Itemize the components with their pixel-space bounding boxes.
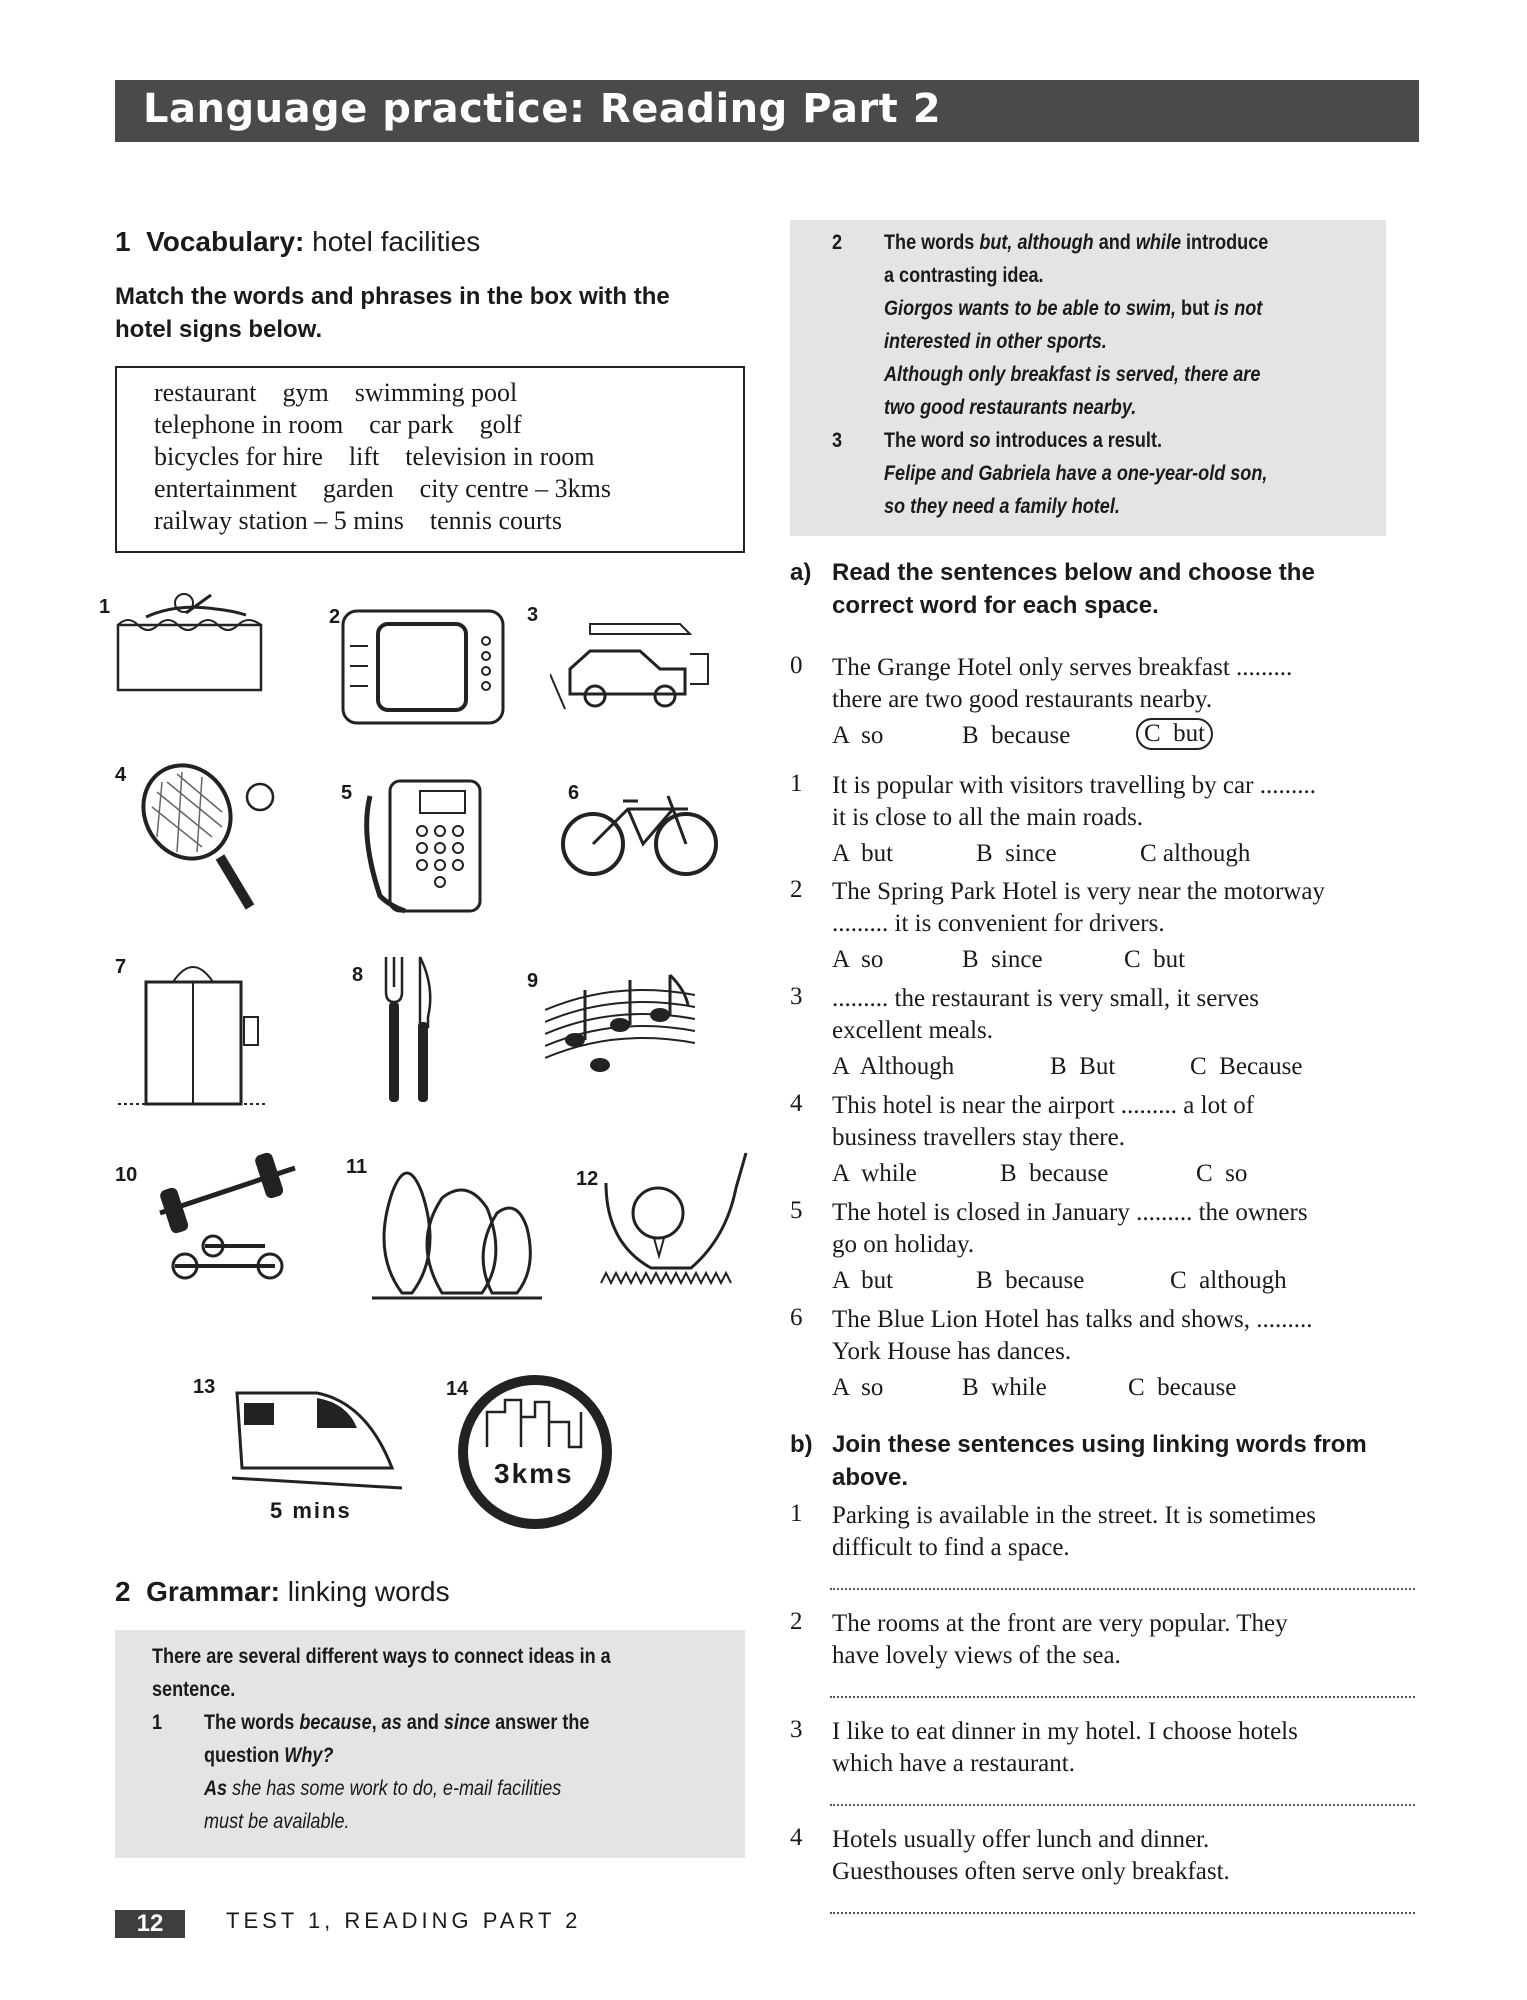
answer-option: C but — [1124, 946, 1186, 973]
note1-comma: , — [371, 1711, 382, 1734]
part-a-label: a) — [790, 559, 812, 586]
question-line: ......... the restaurant is very small, it serves — [832, 985, 1259, 1012]
page-title: Language practice: Reading Part 2 — [143, 86, 942, 132]
answer-option: B But — [1050, 1053, 1116, 1080]
question-number: 3 — [790, 983, 803, 1010]
picture-number: 8 — [352, 964, 364, 986]
picture-number: 2 — [329, 606, 341, 628]
word-box-line: restaurant gym swimming pool — [154, 378, 518, 407]
question-number: 0 — [790, 652, 803, 679]
word-box-line: entertainment garden city centre – 3kms — [154, 474, 612, 503]
section2-heading-bold: Grammar: — [146, 1576, 280, 1607]
item-line: have lovely views of the sea. — [832, 1642, 1121, 1669]
picture-number: 9 — [527, 970, 539, 992]
city-caption: 3kms — [494, 1458, 574, 1489]
section-banner — [115, 80, 1419, 142]
item-number: 3 — [790, 1716, 803, 1743]
note1-as: as — [381, 1711, 402, 1734]
footer-text: TEST 1, READING PART 2 — [226, 1908, 582, 1933]
note2-example2: only breakfast is served, there are — [963, 363, 1261, 386]
answer-line[interactable] — [830, 1802, 1415, 1806]
picture-number: 6 — [568, 782, 580, 804]
picture-number: 11 — [346, 1156, 368, 1178]
lift-icon — [118, 952, 268, 1112]
question-line: go on holiday. — [832, 1231, 975, 1258]
note3-example-end: they need a family hotel. — [905, 495, 1120, 518]
note2-and: and — [1093, 231, 1136, 254]
answer-option: C although — [1140, 840, 1251, 867]
note3-example: Felipe and Gabriela have a one-year-old son, — [884, 462, 1268, 485]
part-b-label: b) — [790, 1431, 813, 1458]
part-b-instruction-line2: above. — [832, 1464, 909, 1491]
picture-number: 14 — [446, 1378, 469, 1400]
item-number: 4 — [790, 1824, 803, 1851]
note1-example-as: As — [204, 1777, 228, 1800]
note3-example-so: so — [884, 495, 906, 518]
question-line: there are two good restaurants nearby. — [832, 686, 1213, 713]
section1-number: 1 — [115, 226, 131, 257]
city-icon — [455, 1372, 615, 1532]
note2-text: The words — [884, 231, 980, 254]
example-answer-circled: C but — [1136, 718, 1213, 750]
section1-heading — [115, 226, 480, 258]
section1-instruction-line1: Match the words and phrases in the box with the — [115, 283, 670, 310]
question-line: This hotel is near the airport ......... a lot of — [832, 1092, 1255, 1119]
note2-example2-although: Although — [884, 363, 964, 386]
note-intro-line2: sentence. — [152, 1678, 236, 1701]
section1-heading-rest: hotel facilities — [312, 226, 481, 257]
note2 — [884, 226, 1268, 424]
telephone-icon — [360, 776, 490, 926]
answer-option: C Because — [1190, 1053, 1303, 1080]
golf-ball-icon — [596, 1148, 751, 1298]
bicycle-icon — [558, 776, 723, 881]
word-box-line: telephone in room car park golf — [154, 410, 522, 439]
picture-number: 12 — [576, 1168, 599, 1190]
note1-example: she has some work to do, e-mail facilities — [227, 1777, 562, 1800]
note1-text: The words — [204, 1711, 300, 1734]
music-notes-icon — [545, 970, 695, 1080]
part-a-instruction — [832, 556, 1315, 622]
part-b-instruction — [832, 1428, 1367, 1494]
item-line: Hotels usually offer lunch and dinner. — [832, 1826, 1210, 1853]
note1-and: and — [401, 1711, 444, 1734]
note3-text: The word — [884, 429, 970, 452]
note1-why: Why? — [284, 1744, 334, 1767]
question-line: ......... it is convenient for drivers. — [832, 910, 1165, 937]
note2-number: 2 — [832, 231, 843, 254]
question-line: excellent meals. — [832, 1017, 994, 1044]
answer-option: B while — [962, 1374, 1047, 1401]
item-number: 2 — [790, 1608, 803, 1635]
note1-line2: question — [204, 1744, 285, 1767]
tennis-racket-icon — [132, 762, 282, 927]
trees-icon — [372, 1148, 542, 1313]
part-a-instruction-line1: Read the sentences below and choose the — [832, 559, 1315, 586]
note2-example1-end: is not — [1209, 297, 1263, 320]
picture-number: 10 — [115, 1164, 138, 1186]
word-box — [115, 366, 745, 553]
answer-option: C because — [1128, 1374, 1237, 1401]
picture-number: 13 — [193, 1376, 216, 1398]
picture-number: 1 — [99, 596, 111, 618]
item-line: difficult to find a space. — [832, 1534, 1070, 1561]
car-park-icon — [550, 614, 710, 714]
note2-example2-line2: two good restaurants nearby. — [884, 396, 1137, 419]
question-line: The Grange Hotel only serves breakfast ......... — [832, 654, 1293, 681]
item-line: Guesthouses often serve only breakfast. — [832, 1858, 1230, 1885]
section1-heading-bold: Vocabulary: — [146, 226, 305, 257]
note1-number: 1 — [152, 1711, 163, 1734]
note1-text-end: answer the — [490, 1711, 590, 1734]
swimmer-icon — [116, 585, 266, 695]
part-a-instruction-line2: correct word for each space. — [832, 592, 1159, 619]
grammar-note-intro — [152, 1640, 611, 1706]
note2-while: while — [1135, 231, 1182, 254]
section2-heading-rest: linking words — [287, 1576, 450, 1607]
picture-number: 5 — [341, 782, 353, 804]
question-line: The Blue Lion Hotel has talks and shows, ......... — [832, 1306, 1313, 1333]
item-number: 1 — [790, 1500, 803, 1527]
note1 — [204, 1706, 589, 1838]
page-number: 12 — [115, 1910, 185, 1938]
question-line: York House has dances. — [832, 1338, 1072, 1365]
answer-option: C although — [1170, 1267, 1287, 1294]
note2-line2: a contrasting idea. — [884, 264, 1044, 287]
note2-text-end: introduce — [1181, 231, 1269, 254]
question-line: It is popular with visitors travelling by car ......... — [832, 772, 1316, 799]
cutlery-icon — [380, 952, 440, 1107]
answer-option: C so — [1196, 1160, 1248, 1187]
note3-text-end: introduces a result. — [990, 429, 1162, 452]
answer-line[interactable] — [830, 1586, 1415, 1590]
question-line: The hotel is closed in January ......... the owners — [832, 1199, 1308, 1226]
note3-number: 3 — [832, 429, 843, 452]
answer-option: A so — [832, 722, 884, 749]
train-caption: 5 mins — [270, 1498, 352, 1523]
answer-option: B since — [976, 840, 1057, 867]
dumbbells-icon — [145, 1148, 305, 1293]
question-line: The Spring Park Hotel is very near the motorway — [832, 878, 1325, 905]
note2-example1-but: but — [1181, 297, 1210, 320]
word-box-line: bicycles for hire lift television in room — [154, 442, 595, 471]
answer-option: B because — [962, 722, 1071, 749]
question-number: 5 — [790, 1197, 803, 1224]
note2-example1-line2: interested in other sports. — [884, 330, 1107, 353]
item-line: which have a restaurant. — [832, 1750, 1075, 1777]
picture-number: 3 — [527, 604, 539, 626]
television-icon — [338, 606, 508, 731]
item-line: I like to eat dinner in my hotel. I choose hotels — [832, 1718, 1298, 1745]
note-intro-line1: There are several different ways to connect ideas in a — [152, 1645, 611, 1668]
note1-since: since — [443, 1711, 491, 1734]
answer-option: A while — [832, 1160, 917, 1187]
section1-instruction — [115, 280, 670, 346]
question-number: 2 — [790, 876, 803, 903]
picture-number: 7 — [115, 956, 127, 978]
section2-heading — [115, 1576, 450, 1608]
answer-line[interactable] — [830, 1694, 1415, 1698]
answer-option: A so — [832, 1374, 884, 1401]
item-line: The rooms at the front are very popular. They — [832, 1610, 1288, 1637]
section2-number: 2 — [115, 1576, 131, 1607]
question-number: 4 — [790, 1090, 803, 1117]
answer-option: B because — [976, 1267, 1085, 1294]
question-line: it is close to all the main roads. — [832, 804, 1144, 831]
picture-number: 4 — [115, 764, 127, 786]
note3 — [884, 424, 1267, 523]
answer-option: A Although — [832, 1053, 955, 1080]
answer-line[interactable] — [830, 1910, 1415, 1914]
note1-example-line2: must be available. — [204, 1810, 350, 1833]
note3-so: so — [969, 429, 991, 452]
answer-option: A but — [832, 840, 894, 867]
question-number: 6 — [790, 1304, 803, 1331]
note2-example1: Giorgos wants to be able to swim, — [884, 297, 1182, 320]
answer-option: A but — [832, 1267, 894, 1294]
question-line: business travellers stay there. — [832, 1124, 1125, 1151]
answer-option: A so — [832, 946, 884, 973]
answer-option: B since — [962, 946, 1043, 973]
part-b-instruction-line1: Join these sentences using linking words from — [832, 1431, 1367, 1458]
word-box-line: railway station – 5 mins tennis courts — [154, 506, 563, 535]
section1-instruction-line2: hotel signs below. — [115, 316, 323, 343]
train-icon — [232, 1378, 402, 1493]
note1-because: because — [299, 1711, 372, 1734]
note2-words: but, although — [979, 231, 1094, 254]
answer-option: B because — [1000, 1160, 1109, 1187]
question-number: 1 — [790, 770, 803, 797]
item-line: Parking is available in the street. It is sometimes — [832, 1502, 1316, 1529]
